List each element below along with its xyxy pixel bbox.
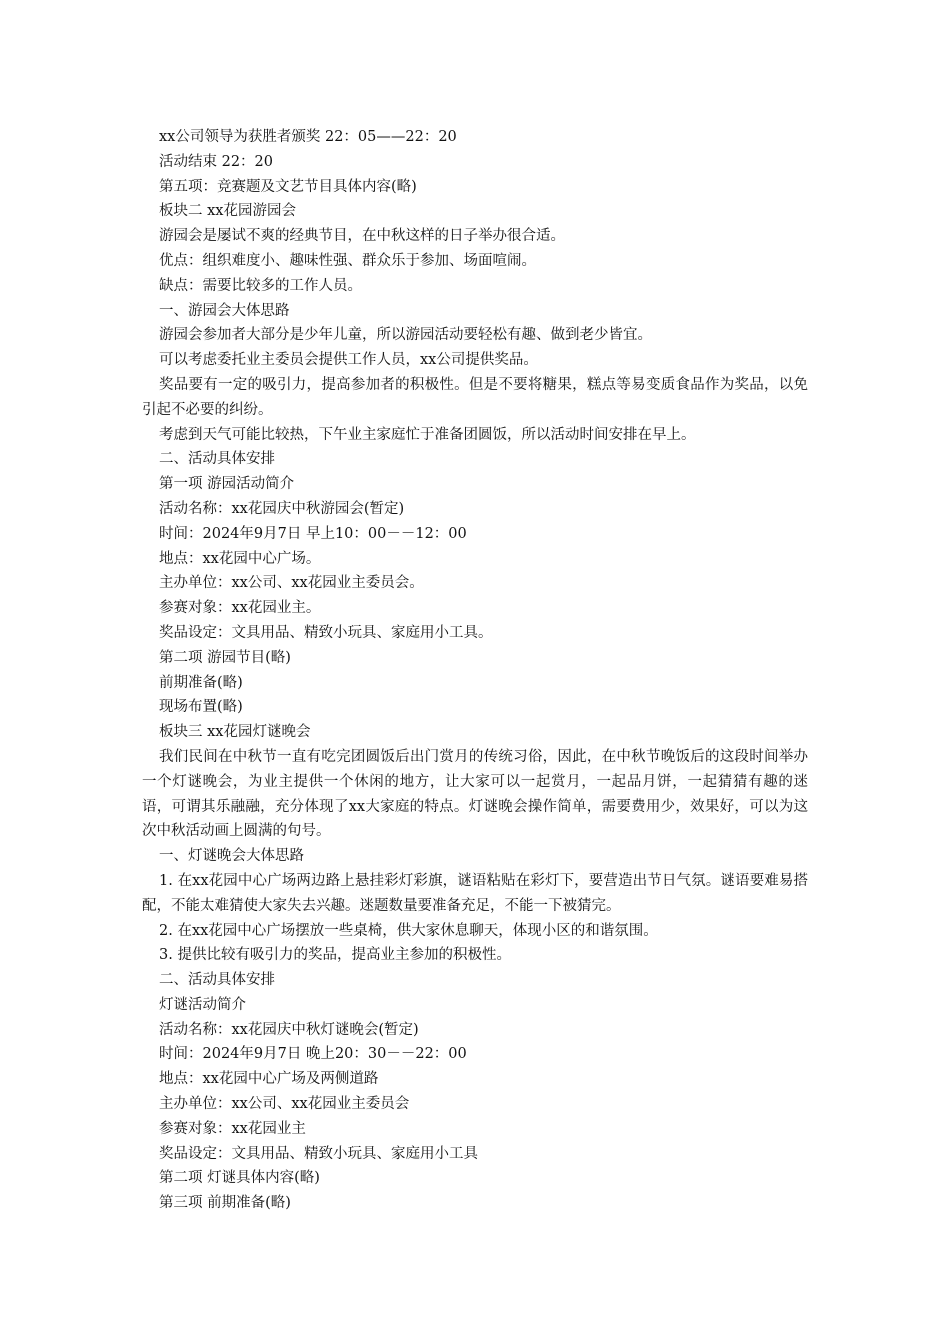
prizes-paragraph: 奖品要有一定的吸引力，提高参加者的积极性。但是不要将糖果，糕点等易变质食品作为奖品，以免引起不必要的纠纷。: [142, 376, 808, 418]
lantern-organizer: 主办单位：xx公司、xx花园业主委员会: [159, 1096, 410, 1113]
lantern-location: 地点：xx花园中心广场及两侧道路: [159, 1071, 379, 1088]
lantern-point-2: 2. 在xx花园中心广场摆放一些桌椅，供大家休息聊天，体现小区的和谐氛围。: [159, 922, 658, 939]
lantern-prizes: 奖品设定：文具用品、精致小玩具、家庭用小工具: [159, 1145, 478, 1162]
lantern-intro-paragraph: 我们民间在中秋节一直有吃完团圆饭后出门赏月的传统习俗，因此，在中秋节晚饭后的这段时间举办一个灯谜晚会，为业主提供一个休闲的地方，让大家可以一起赏月，一起品月饼，一起猜猜有趣的迷语，可谓其乐融融，充分体现了xx大家庭的特点。灯谜晚会操作简单，需要费用少，效果好，可以为这次中秋活动画上圆满的句号。: [142, 748, 808, 840]
lantern-activity-name: 活动名称：xx花园庆中秋灯谜晚会(暂定): [159, 1021, 419, 1038]
lantern-intro-heading: 灯谜活动简介: [159, 996, 246, 1013]
lantern-point-3: 3. 提供比较有吸引力的奖品，提高业主参加的积极性。: [159, 947, 511, 964]
lantern-audience: 参赛对象：xx花园业主: [159, 1120, 306, 1137]
advantages-line: 优点：组织难度小、趣味性强、群众乐于参加、场面喧闹。: [159, 252, 536, 269]
lantern-time: 时间：2024年9月7日 晚上20：30－－22：00: [159, 1046, 467, 1063]
activity-end-line: 活动结束 22：20: [159, 153, 274, 170]
lantern-point-1: 1. 在xx花园中心广场两边路上悬挂彩灯彩旗，谜语粘贴在彩灯下，要营造出节日气氛。谜语要难易搭配，不能太难猜使大家失去兴趣。迷题数量要准备充足，不能一下被猜完。: [142, 872, 808, 914]
lantern-outline-heading: 一、灯谜晚会大体思路: [159, 848, 304, 865]
audience-line: 参赛对象：xx花园业主。: [159, 600, 321, 617]
weather-line: 考虑到天气可能比较热，下午业主家庭忙于准备团圆饭，所以活动时间安排在早上。: [159, 426, 696, 443]
lantern-item-three: 第三项 前期准备(略): [159, 1195, 291, 1212]
time-line: 时间：2024年9月7日 早上10：00－－12：00: [159, 525, 467, 542]
participants-line: 游园会参加者大部分是少年儿童，所以游园活动要轻松有趣、做到老少皆宜。: [159, 327, 652, 344]
item-one-heading: 第一项 游园活动简介: [159, 476, 295, 493]
item-five-line: 第五项：竞赛题及文艺节目具体内容(略): [159, 178, 417, 195]
lantern-item-two: 第二项 灯谜具体内容(略): [159, 1170, 320, 1187]
section-two-heading: 板块二 xx花园游园会: [159, 203, 296, 220]
document-body: [142, 125, 808, 1216]
lantern-schedule-heading: 二、活动具体安排: [159, 972, 275, 989]
garden-party-intro: 游园会是屡试不爽的经典节目，在中秋这样的日子举办很合适。: [159, 228, 565, 245]
award-line: xx公司领导为获胜者颁奖 22：05——22：20: [159, 129, 457, 145]
site-setup-line: 现场布置(略): [159, 699, 243, 716]
disadvantages-line: 缺点：需要比较多的工作人员。: [159, 277, 362, 294]
location-line: 地点：xx花园中心广场。: [159, 550, 321, 567]
section-three-heading: 板块三 xx花园灯谜晚会: [159, 724, 311, 741]
organizer-line: 主办单位：xx公司、xx花园业主委员会。: [159, 575, 424, 592]
activity-name-line: 活动名称：xx花园庆中秋游园会(暂定): [159, 500, 405, 517]
item-two-line: 第二项 游园节目(略): [159, 649, 291, 666]
garden-party-outline-heading: 一、游园会大体思路: [159, 302, 290, 319]
prize-setting-line: 奖品设定：文具用品、精致小玩具、家庭用小工具。: [159, 624, 493, 641]
preparation-line: 前期准备(略): [159, 674, 243, 691]
staff-line: 可以考虑委托业主委员会提供工作人员，xx公司提供奖品。: [159, 352, 538, 369]
schedule-heading: 二、活动具体安排: [159, 451, 275, 468]
